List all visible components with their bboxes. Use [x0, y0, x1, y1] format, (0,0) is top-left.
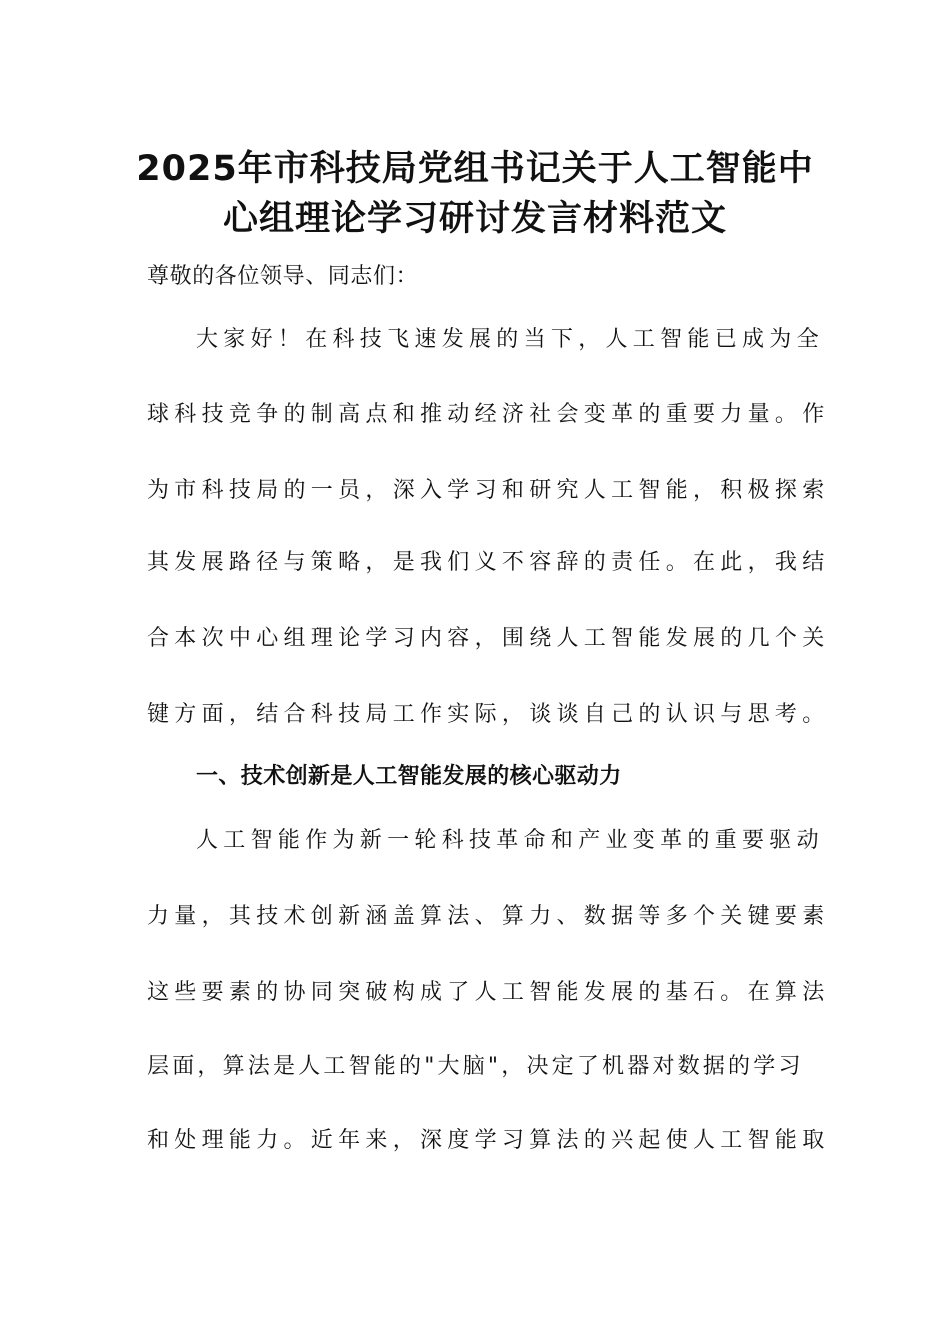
paragraph-1-line-3: 为市科技局的一员，深入学习和研究人工智能，积极探索	[147, 478, 830, 503]
paragraph-1-line-1: 大家好！在科技飞速发展的当下，人工智能已成为全	[196, 327, 824, 352]
salutation: 尊敬的各位领导、同志们：	[147, 264, 419, 289]
document-title-line-1: 2025年市科技局党组书记关于人工智能中	[136, 149, 814, 189]
paragraph-2-line-3: 这些要素的协同突破构成了人工智能发展的基石。在算法	[147, 980, 830, 1005]
paragraph-2-line-1: 人工智能作为新一轮科技革命和产业变革的重要驱动	[196, 828, 824, 853]
paragraph-1-line-5: 合本次中心组理论学习内容，围绕人工智能发展的几个关	[147, 626, 830, 651]
section-1-heading: 一、技术创新是人工智能发展的核心驱动力	[196, 764, 622, 789]
document-title-line-2: 心组理论学习研讨发言材料范文	[222, 199, 727, 239]
paragraph-1-line-6: 键方面，结合科技局工作实际，谈谈自己的认识与思考。	[147, 702, 830, 727]
paragraph-2-line-5: 和处理能力。近年来，深度学习算法的兴起使人工智能取	[147, 1128, 830, 1153]
paragraph-1-line-2: 球科技竞争的制高点和推动经济社会变革的重要力量。作	[147, 402, 830, 427]
paragraph-2-line-2: 力量，其技术创新涵盖算法、算力、数据等多个关键要素	[147, 904, 830, 929]
paragraph-2-line-4: 层面，算法是人工智能的"大脑"，决定了机器对数据的学习	[147, 1054, 804, 1079]
paragraph-1-line-4: 其发展路径与策略，是我们义不容辞的责任。在此，我结	[147, 550, 830, 575]
